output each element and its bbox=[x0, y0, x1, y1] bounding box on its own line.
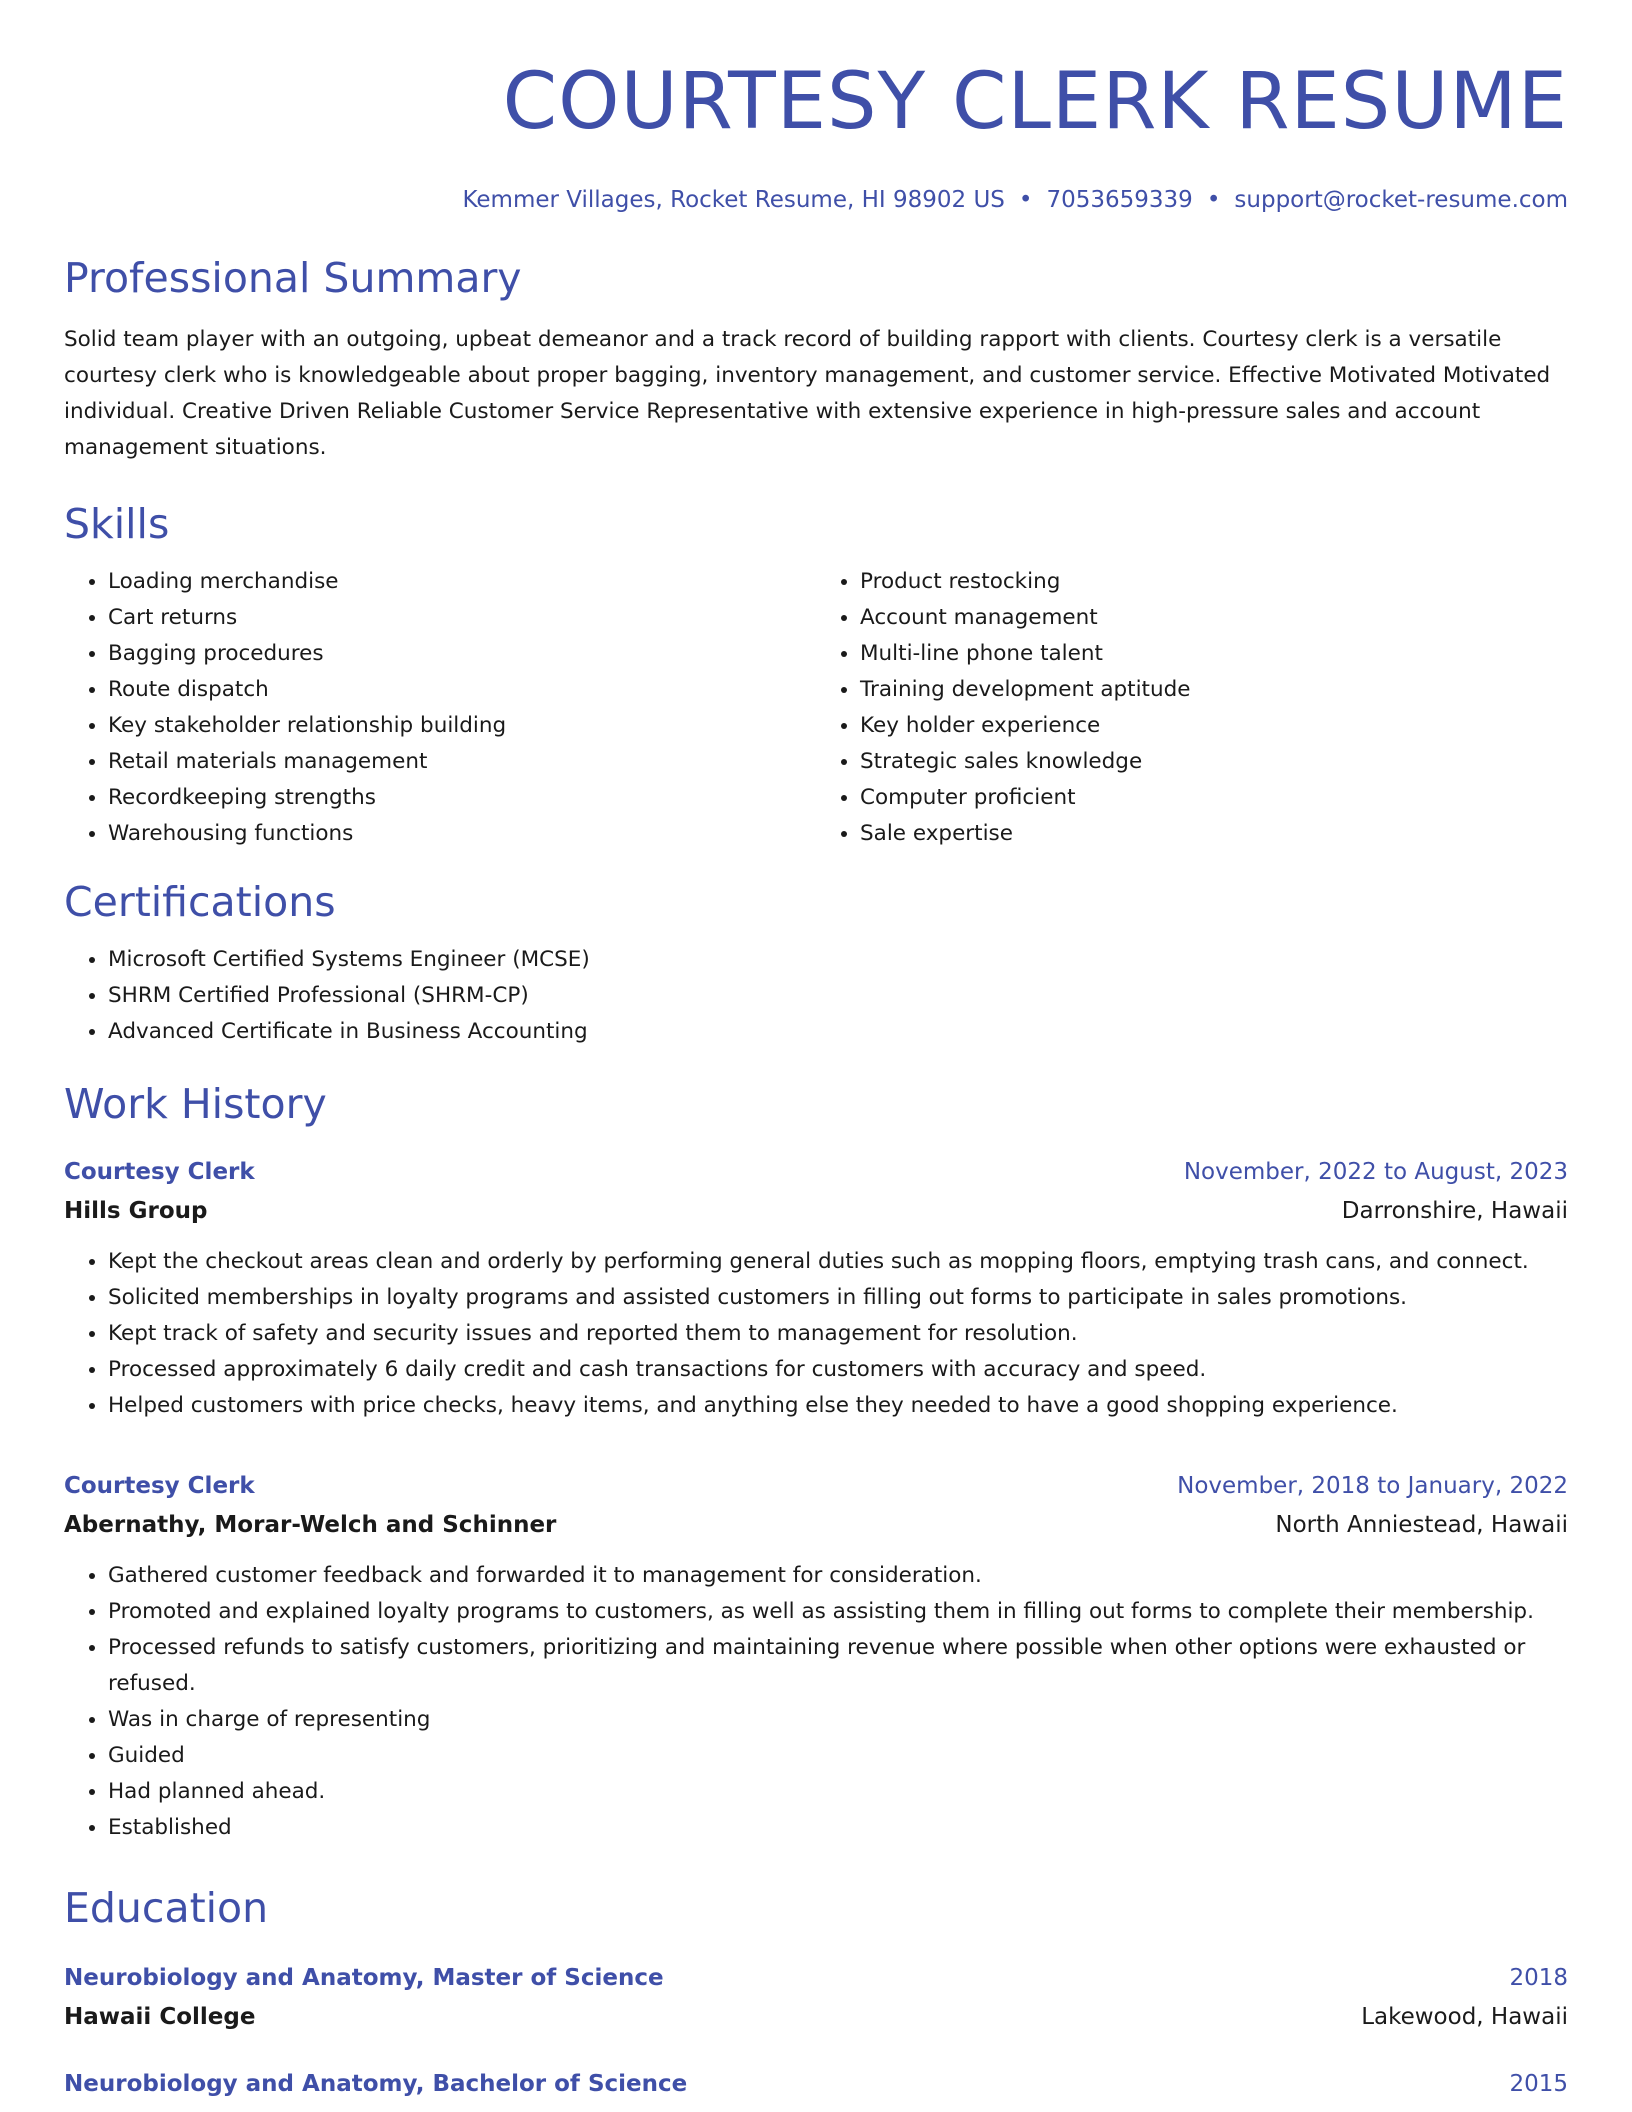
certifications-section bbox=[64, 874, 1568, 1050]
job-bullet: • Guided bbox=[108, 1738, 1568, 1774]
job-title-row bbox=[64, 1152, 1568, 1192]
skill-item: • Account management bbox=[860, 600, 1568, 636]
job-company-row bbox=[64, 1192, 1568, 1230]
job-entry bbox=[64, 1466, 1568, 1846]
job-company: Abernathy, Morar-Welch and Schinner bbox=[64, 1512, 557, 1538]
summary-heading: Professional Summary bbox=[64, 254, 522, 302]
summary-text: Solid team player with an outgoing, upbeat demeanor and a track record of building rapport with clients. Courtesy clerk is a versatile courtesy clerk who is knowledgeable about proper bagging, inventory management, and customer service. Effective Motivated Motivated individual. Creative Driven Reliable Customer Service Representative with extensive experience in high-pressure sales and account management situations. bbox=[64, 327, 1551, 460]
certification-item: • Microsoft Certified Systems Engineer (MCSE) bbox=[108, 942, 1568, 978]
skill-item: • Cart returns bbox=[108, 600, 816, 636]
contact-line bbox=[64, 180, 1568, 220]
contact-separator: • bbox=[1206, 187, 1221, 213]
job-bullet: • Had planned ahead. bbox=[108, 1774, 1568, 1810]
skill-item: • Sale expertise bbox=[860, 816, 1568, 852]
education-degree: Neurobiology and Anatomy, Master of Science bbox=[64, 1965, 664, 1991]
certification-item: • Advanced Certificate in Business Accounting bbox=[108, 1014, 1568, 1050]
education-entry bbox=[64, 2064, 1568, 2104]
job-dates: November, 2022 to August, 2023 bbox=[1183, 1159, 1568, 1185]
job-bullet: • Processed refunds to satisfy customers, prioritizing and maintaining revenue where possible when other options were exhausted or refused. bbox=[108, 1630, 1568, 1702]
education-school: Hawaii College bbox=[64, 2004, 256, 2030]
job-bullets bbox=[64, 1558, 1568, 1846]
contact-phone: 7053659339 bbox=[1046, 187, 1193, 213]
education-year: 2015 bbox=[1509, 2071, 1568, 2097]
education-location: Lakewood, Hawaii bbox=[1361, 2004, 1568, 2030]
job-dates: November, 2018 to January, 2022 bbox=[1177, 1473, 1568, 1499]
job-bullet: • Solicited memberships in loyalty programs and assisted customers in filling out forms to participate in sales promotions. bbox=[108, 1280, 1568, 1316]
job-bullet: • Was in charge of representing bbox=[108, 1702, 1568, 1738]
education-year: 2018 bbox=[1509, 1965, 1568, 1991]
skills-columns bbox=[64, 564, 1568, 852]
contact-email[interactable]: support@rocket-resume.com bbox=[1234, 187, 1568, 213]
certification-item: • SHRM Certified Professional (SHRM-CP) bbox=[108, 978, 1568, 1014]
skills-list-right bbox=[816, 564, 1568, 852]
skill-item: • Training development aptitude bbox=[860, 672, 1568, 708]
contact-address: Kemmer Villages, Rocket Resume, HI 98902 US bbox=[462, 187, 1005, 213]
work-history-section bbox=[64, 1076, 1568, 1846]
resume-page bbox=[64, 0, 1568, 2104]
summary-section bbox=[64, 250, 1568, 466]
contact-separator: • bbox=[1018, 187, 1033, 213]
education-section bbox=[64, 1880, 1568, 2104]
skill-item: • Key holder experience bbox=[860, 708, 1568, 744]
education-degree-row bbox=[64, 1958, 1568, 1998]
job-bullet: • Established bbox=[108, 1810, 1568, 1846]
skill-item: • Loading merchandise bbox=[108, 564, 816, 600]
job-bullet: • Gathered customer feedback and forwarded it to management for consideration. bbox=[108, 1558, 1568, 1594]
job-bullet: • Promoted and explained loyalty programs to customers, as well as assisting them in filling out forms to complete their membership. bbox=[108, 1594, 1568, 1630]
job-title: Courtesy Clerk bbox=[64, 1473, 255, 1499]
skill-item: • Computer proficient bbox=[860, 780, 1568, 816]
education-degree: Neurobiology and Anatomy, Bachelor of Science bbox=[64, 2071, 688, 2097]
job-bullet: • Helped customers with price checks, heavy items, and anything else they needed to have a good shopping experience. bbox=[108, 1388, 1568, 1424]
skill-item: • Product restocking bbox=[860, 564, 1568, 600]
certifications-list bbox=[64, 942, 1568, 1050]
resume-title: COURTESY CLERK RESUME bbox=[502, 57, 1568, 147]
job-company-row bbox=[64, 1506, 1568, 1544]
job-bullet: • Processed approximately 6 daily credit and cash transactions for customers with accuracy and speed. bbox=[108, 1352, 1568, 1388]
job-bullet: • Kept track of safety and security issues and reported them to management for resolution. bbox=[108, 1316, 1568, 1352]
job-location: Darronshire, Hawaii bbox=[1341, 1198, 1568, 1224]
work-history-heading: Work History bbox=[64, 1080, 327, 1128]
certifications-heading: Certifications bbox=[64, 878, 336, 926]
job-location: North Anniestead, Hawaii bbox=[1275, 1512, 1568, 1538]
education-school-row bbox=[64, 1998, 1568, 2036]
skill-item: • Recordkeeping strengths bbox=[108, 780, 816, 816]
education-entry bbox=[64, 1958, 1568, 2036]
job-bullets bbox=[64, 1244, 1568, 1424]
skill-item: • Key stakeholder relationship building bbox=[108, 708, 816, 744]
skill-item: • Bagging procedures bbox=[108, 636, 816, 672]
education-degree-row bbox=[64, 2064, 1568, 2104]
job-title-row bbox=[64, 1466, 1568, 1506]
skills-heading: Skills bbox=[64, 500, 170, 548]
skills-list-left bbox=[64, 564, 816, 852]
job-bullet: • Kept the checkout areas clean and orderly by performing general duties such as mopping floors, emptying trash cans, and connect. bbox=[108, 1244, 1568, 1280]
job-entry bbox=[64, 1152, 1568, 1424]
job-company: Hills Group bbox=[64, 1198, 208, 1224]
skill-item: • Retail materials management bbox=[108, 744, 816, 780]
skill-item: • Multi-line phone talent bbox=[860, 636, 1568, 672]
skills-section bbox=[64, 496, 1568, 852]
skill-item: • Route dispatch bbox=[108, 672, 816, 708]
education-heading: Education bbox=[64, 1884, 269, 1932]
job-title: Courtesy Clerk bbox=[64, 1159, 255, 1185]
skill-item: • Strategic sales knowledge bbox=[860, 744, 1568, 780]
skill-item: • Warehousing functions bbox=[108, 816, 816, 852]
